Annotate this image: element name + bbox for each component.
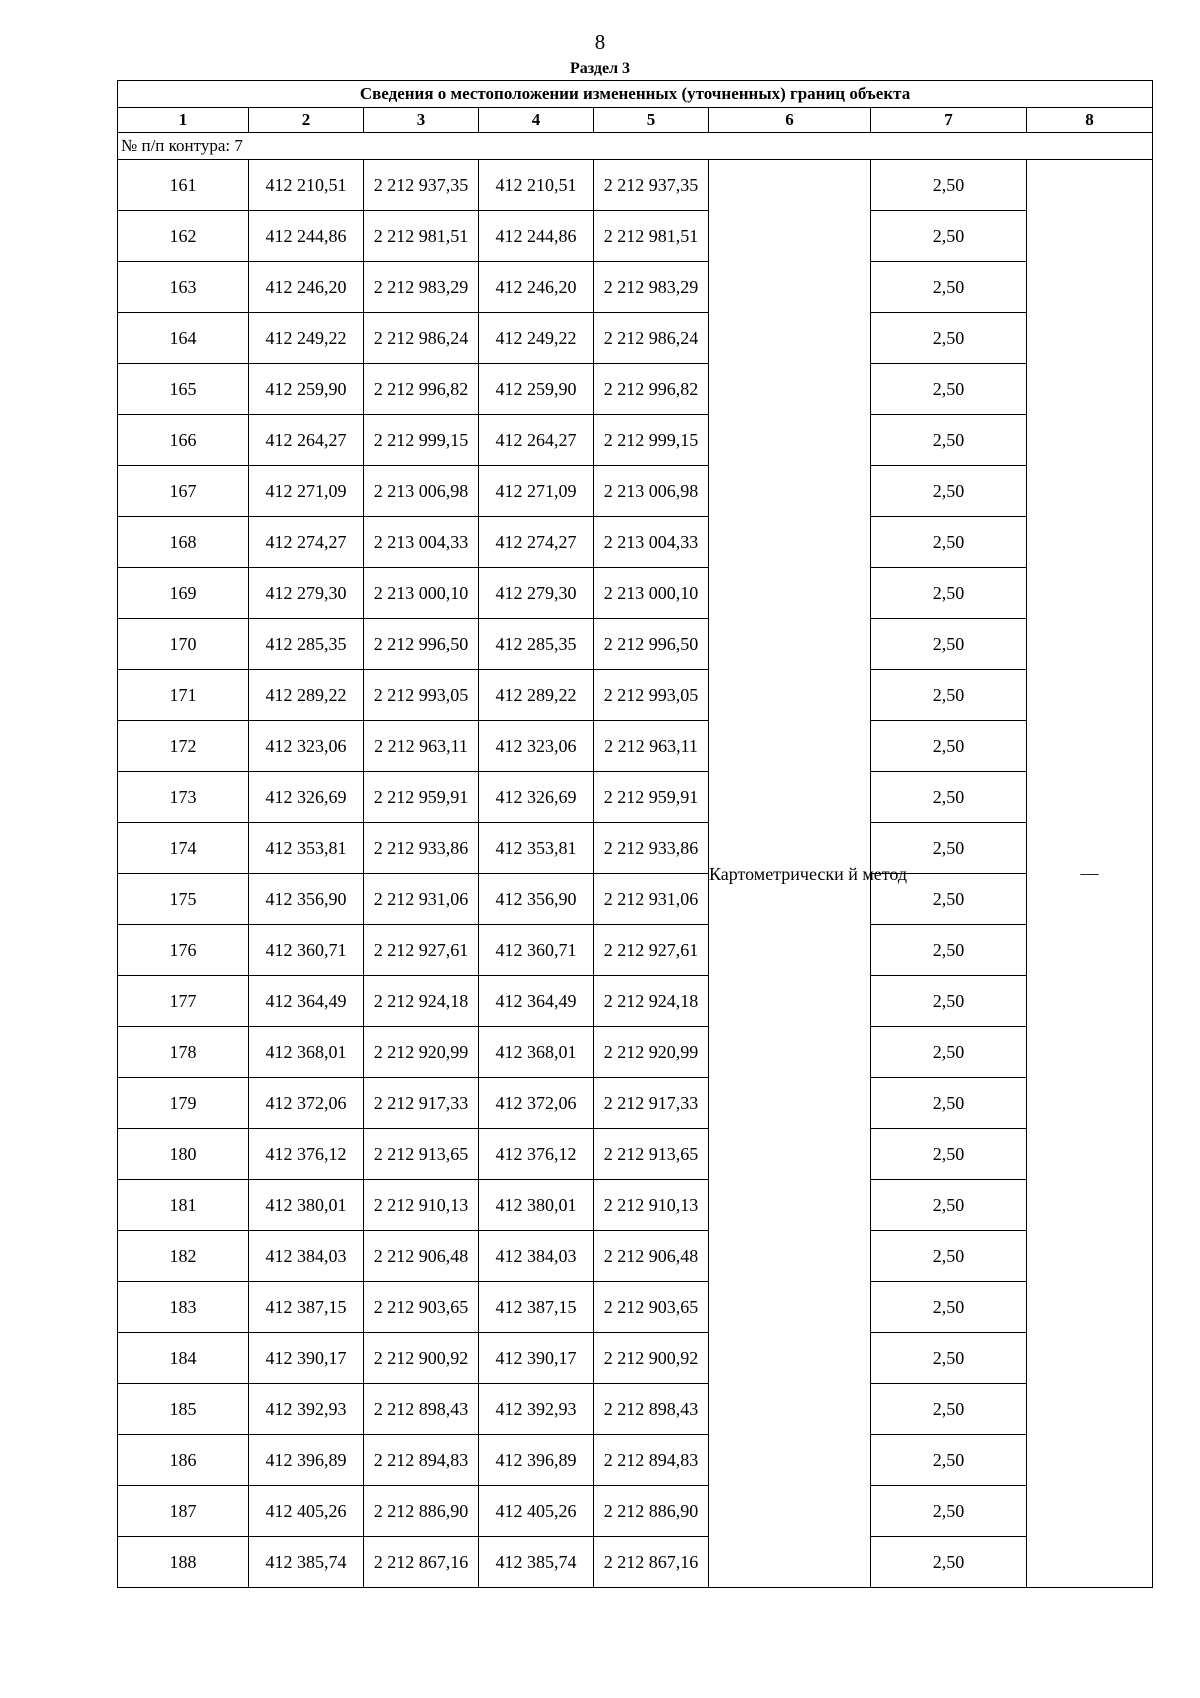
- table-row: [118, 874, 1153, 925]
- y-new-cell: 2 213 006,98: [594, 466, 709, 517]
- x-old-cell: 412 405,26: [249, 1486, 364, 1537]
- y-old-cell: 2 212 931,06: [364, 874, 479, 925]
- y-old-cell: 2 212 981,51: [364, 211, 479, 262]
- accuracy-cell: 2,50: [871, 1282, 1027, 1333]
- x-new-cell: 412 285,35: [479, 619, 594, 670]
- x-old-cell: 412 210,51: [249, 160, 364, 211]
- x-old-cell: 412 364,49: [249, 976, 364, 1027]
- point-number-cell: 170: [118, 619, 249, 670]
- y-new-cell: 2 212 886,90: [594, 1486, 709, 1537]
- point-number-cell: 164: [118, 313, 249, 364]
- table-row: [118, 772, 1153, 823]
- x-new-cell: 412 210,51: [479, 160, 594, 211]
- table-row: [118, 1537, 1153, 1588]
- y-new-cell: 2 212 996,82: [594, 364, 709, 415]
- y-old-cell: 2 212 867,16: [364, 1537, 479, 1588]
- accuracy-cell: 2,50: [871, 772, 1027, 823]
- x-old-cell: 412 380,01: [249, 1180, 364, 1231]
- y-old-cell: 2 212 900,92: [364, 1333, 479, 1384]
- point-number-cell: 187: [118, 1486, 249, 1537]
- accuracy-cell: 2,50: [871, 517, 1027, 568]
- y-new-cell: 2 212 931,06: [594, 874, 709, 925]
- point-number-cell: 175: [118, 874, 249, 925]
- x-old-cell: 412 246,20: [249, 262, 364, 313]
- table-row: [118, 1384, 1153, 1435]
- x-new-cell: 412 323,06: [479, 721, 594, 772]
- y-new-cell: 2 212 898,43: [594, 1384, 709, 1435]
- table-row: [118, 313, 1153, 364]
- y-new-cell: 2 212 906,48: [594, 1231, 709, 1282]
- y-new-cell: 2 212 927,61: [594, 925, 709, 976]
- y-old-cell: 2 212 906,48: [364, 1231, 479, 1282]
- column-header: 1: [118, 108, 249, 133]
- y-old-cell: 2 212 913,65: [364, 1129, 479, 1180]
- section-title: Раздел 3: [569, 60, 631, 77]
- table-row: [118, 1435, 1153, 1486]
- x-new-cell: 412 289,22: [479, 670, 594, 721]
- x-new-cell: 412 246,20: [479, 262, 594, 313]
- y-old-cell: 2 212 986,24: [364, 313, 479, 364]
- x-new-cell: 412 279,30: [479, 568, 594, 619]
- y-old-cell: 2 212 996,82: [364, 364, 479, 415]
- column-header: 5: [594, 108, 709, 133]
- point-number-cell: 174: [118, 823, 249, 874]
- x-old-cell: 412 385,74: [249, 1537, 364, 1588]
- accuracy-cell: 2,50: [871, 568, 1027, 619]
- x-old-cell: 412 360,71: [249, 925, 364, 976]
- y-new-cell: 2 212 999,15: [594, 415, 709, 466]
- y-new-cell: 2 212 993,05: [594, 670, 709, 721]
- point-number-cell: 173: [118, 772, 249, 823]
- x-old-cell: 412 249,22: [249, 313, 364, 364]
- accuracy-cell: 2,50: [871, 1078, 1027, 1129]
- point-number-cell: 165: [118, 364, 249, 415]
- x-new-cell: 412 368,01: [479, 1027, 594, 1078]
- table-row: [118, 1333, 1153, 1384]
- accuracy-cell: 2,50: [871, 466, 1027, 517]
- boundary-table: [117, 80, 1153, 1588]
- point-number-cell: 179: [118, 1078, 249, 1129]
- y-old-cell: 2 212 927,61: [364, 925, 479, 976]
- x-old-cell: 412 326,69: [249, 772, 364, 823]
- point-number-cell: 163: [118, 262, 249, 313]
- point-number-cell: 188: [118, 1537, 249, 1588]
- table-row: [118, 1129, 1153, 1180]
- accuracy-cell: 2,50: [871, 1231, 1027, 1282]
- table-row: [118, 568, 1153, 619]
- x-old-cell: 412 390,17: [249, 1333, 364, 1384]
- y-old-cell: 2 213 000,10: [364, 568, 479, 619]
- table-row: [118, 1282, 1153, 1333]
- column-header: 6: [709, 108, 871, 133]
- point-number-cell: 185: [118, 1384, 249, 1435]
- table-row: [118, 160, 1153, 211]
- contour-label: № п/п контура: 7: [118, 133, 1153, 160]
- accuracy-cell: 2,50: [871, 1027, 1027, 1078]
- column-header: 8: [1027, 108, 1153, 133]
- y-old-cell: 2 212 898,43: [364, 1384, 479, 1435]
- x-old-cell: 412 368,01: [249, 1027, 364, 1078]
- table-row: [118, 1180, 1153, 1231]
- y-new-cell: 2 212 924,18: [594, 976, 709, 1027]
- accuracy-cell: 2,50: [871, 262, 1027, 313]
- y-new-cell: 2 212 937,35: [594, 160, 709, 211]
- x-new-cell: 412 274,27: [479, 517, 594, 568]
- method-cell: Картометрически й метод: [709, 160, 871, 1588]
- column-header: 3: [364, 108, 479, 133]
- x-old-cell: 412 244,86: [249, 211, 364, 262]
- y-old-cell: 2 212 959,91: [364, 772, 479, 823]
- y-new-cell: 2 212 981,51: [594, 211, 709, 262]
- x-new-cell: 412 364,49: [479, 976, 594, 1027]
- accuracy-cell: 2,50: [871, 1435, 1027, 1486]
- table-row: [118, 721, 1153, 772]
- x-new-cell: 412 356,90: [479, 874, 594, 925]
- x-new-cell: 412 396,89: [479, 1435, 594, 1486]
- x-old-cell: 412 285,35: [249, 619, 364, 670]
- point-number-cell: 184: [118, 1333, 249, 1384]
- point-number-cell: 169: [118, 568, 249, 619]
- table-row: [118, 466, 1153, 517]
- y-old-cell: 2 212 937,35: [364, 160, 479, 211]
- column-header-row: [118, 108, 1153, 133]
- accuracy-cell: 2,50: [871, 1537, 1027, 1588]
- table-row: [118, 1078, 1153, 1129]
- x-new-cell: 412 380,01: [479, 1180, 594, 1231]
- x-new-cell: 412 264,27: [479, 415, 594, 466]
- accuracy-cell: 2,50: [871, 160, 1027, 211]
- x-old-cell: 412 384,03: [249, 1231, 364, 1282]
- column-header: 2: [249, 108, 364, 133]
- x-old-cell: 412 396,89: [249, 1435, 364, 1486]
- column-header: 4: [479, 108, 594, 133]
- x-old-cell: 412 259,90: [249, 364, 364, 415]
- accuracy-cell: 2,50: [871, 1180, 1027, 1231]
- table-row: [118, 823, 1153, 874]
- x-new-cell: 412 244,86: [479, 211, 594, 262]
- x-new-cell: 412 387,15: [479, 1282, 594, 1333]
- accuracy-cell: 2,50: [871, 211, 1027, 262]
- x-new-cell: 412 376,12: [479, 1129, 594, 1180]
- y-new-cell: 2 212 959,91: [594, 772, 709, 823]
- y-old-cell: 2 212 886,90: [364, 1486, 479, 1537]
- y-old-cell: 2 212 963,11: [364, 721, 479, 772]
- x-old-cell: 412 376,12: [249, 1129, 364, 1180]
- x-new-cell: 412 271,09: [479, 466, 594, 517]
- point-number-cell: 180: [118, 1129, 249, 1180]
- table-row: [118, 976, 1153, 1027]
- y-old-cell: 2 212 920,99: [364, 1027, 479, 1078]
- y-new-cell: 2 213 000,10: [594, 568, 709, 619]
- point-number-cell: 176: [118, 925, 249, 976]
- y-new-cell: 2 212 933,86: [594, 823, 709, 874]
- y-new-cell: 2 212 986,24: [594, 313, 709, 364]
- point-number-cell: 161: [118, 160, 249, 211]
- y-old-cell: 2 212 924,18: [364, 976, 479, 1027]
- y-new-cell: 2 212 996,50: [594, 619, 709, 670]
- x-new-cell: 412 405,26: [479, 1486, 594, 1537]
- accuracy-cell: 2,50: [871, 1333, 1027, 1384]
- y-new-cell: 2 212 903,65: [594, 1282, 709, 1333]
- point-number-cell: 166: [118, 415, 249, 466]
- y-new-cell: 2 212 900,92: [594, 1333, 709, 1384]
- x-new-cell: 412 353,81: [479, 823, 594, 874]
- accuracy-cell: 2,50: [871, 925, 1027, 976]
- x-old-cell: 412 356,90: [249, 874, 364, 925]
- table-row: [118, 211, 1153, 262]
- y-old-cell: 2 212 999,15: [364, 415, 479, 466]
- y-new-cell: 2 212 963,11: [594, 721, 709, 772]
- y-new-cell: 2 212 894,83: [594, 1435, 709, 1486]
- accuracy-cell: 2,50: [871, 364, 1027, 415]
- x-old-cell: 412 353,81: [249, 823, 364, 874]
- accuracy-cell: 2,50: [871, 670, 1027, 721]
- x-old-cell: 412 372,06: [249, 1078, 364, 1129]
- x-old-cell: 412 264,27: [249, 415, 364, 466]
- x-new-cell: 412 259,90: [479, 364, 594, 415]
- y-new-cell: 2 212 920,99: [594, 1027, 709, 1078]
- column8-cell: —: [1027, 160, 1153, 1588]
- x-old-cell: 412 387,15: [249, 1282, 364, 1333]
- y-old-cell: 2 212 917,33: [364, 1078, 479, 1129]
- point-number-cell: 178: [118, 1027, 249, 1078]
- point-number-cell: 182: [118, 1231, 249, 1282]
- table-row: [118, 670, 1153, 721]
- x-new-cell: 412 385,74: [479, 1537, 594, 1588]
- y-old-cell: 2 212 903,65: [364, 1282, 479, 1333]
- y-old-cell: 2 213 006,98: [364, 466, 479, 517]
- y-old-cell: 2 212 983,29: [364, 262, 479, 313]
- x-new-cell: 412 249,22: [479, 313, 594, 364]
- accuracy-cell: 2,50: [871, 823, 1027, 874]
- point-number-cell: 171: [118, 670, 249, 721]
- table-row: [118, 415, 1153, 466]
- table-row: [118, 517, 1153, 568]
- point-number-cell: 186: [118, 1435, 249, 1486]
- point-number-cell: 162: [118, 211, 249, 262]
- x-new-cell: 412 384,03: [479, 1231, 594, 1282]
- accuracy-cell: 2,50: [871, 721, 1027, 772]
- point-number-cell: 183: [118, 1282, 249, 1333]
- y-old-cell: 2 212 910,13: [364, 1180, 479, 1231]
- x-new-cell: 412 390,17: [479, 1333, 594, 1384]
- y-new-cell: 2 212 983,29: [594, 262, 709, 313]
- column-header: 7: [871, 108, 1027, 133]
- y-new-cell: 2 213 004,33: [594, 517, 709, 568]
- page-number: 8: [594, 30, 606, 54]
- accuracy-cell: 2,50: [871, 619, 1027, 670]
- point-number-cell: 168: [118, 517, 249, 568]
- y-old-cell: 2 212 894,83: [364, 1435, 479, 1486]
- table-row: [118, 262, 1153, 313]
- x-new-cell: 412 392,93: [479, 1384, 594, 1435]
- x-new-cell: 412 326,69: [479, 772, 594, 823]
- point-number-cell: 181: [118, 1180, 249, 1231]
- y-new-cell: 2 212 913,65: [594, 1129, 709, 1180]
- x-old-cell: 412 274,27: [249, 517, 364, 568]
- x-old-cell: 412 271,09: [249, 466, 364, 517]
- x-new-cell: 412 372,06: [479, 1078, 594, 1129]
- y-old-cell: 2 213 004,33: [364, 517, 479, 568]
- table-caption: Сведения о местоположении измененных (уточненных) границ объекта: [118, 81, 1153, 108]
- y-new-cell: 2 212 917,33: [594, 1078, 709, 1129]
- point-number-cell: 177: [118, 976, 249, 1027]
- table-row: [118, 1231, 1153, 1282]
- table-row: [118, 364, 1153, 415]
- y-new-cell: 2 212 910,13: [594, 1180, 709, 1231]
- point-number-cell: 172: [118, 721, 249, 772]
- x-old-cell: 412 323,06: [249, 721, 364, 772]
- accuracy-cell: 2,50: [871, 874, 1027, 925]
- x-old-cell: 412 279,30: [249, 568, 364, 619]
- x-old-cell: 412 392,93: [249, 1384, 364, 1435]
- accuracy-cell: 2,50: [871, 1129, 1027, 1180]
- accuracy-cell: 2,50: [871, 1486, 1027, 1537]
- table-row: [118, 619, 1153, 670]
- accuracy-cell: 2,50: [871, 976, 1027, 1027]
- table-row: [118, 1027, 1153, 1078]
- y-new-cell: 2 212 867,16: [594, 1537, 709, 1588]
- table-row: [118, 1486, 1153, 1537]
- y-old-cell: 2 212 933,86: [364, 823, 479, 874]
- accuracy-cell: 2,50: [871, 415, 1027, 466]
- accuracy-cell: 2,50: [871, 313, 1027, 364]
- accuracy-cell: 2,50: [871, 1384, 1027, 1435]
- table-row: [118, 925, 1153, 976]
- x-new-cell: 412 360,71: [479, 925, 594, 976]
- x-old-cell: 412 289,22: [249, 670, 364, 721]
- y-old-cell: 2 212 996,50: [364, 619, 479, 670]
- point-number-cell: 167: [118, 466, 249, 517]
- y-old-cell: 2 212 993,05: [364, 670, 479, 721]
